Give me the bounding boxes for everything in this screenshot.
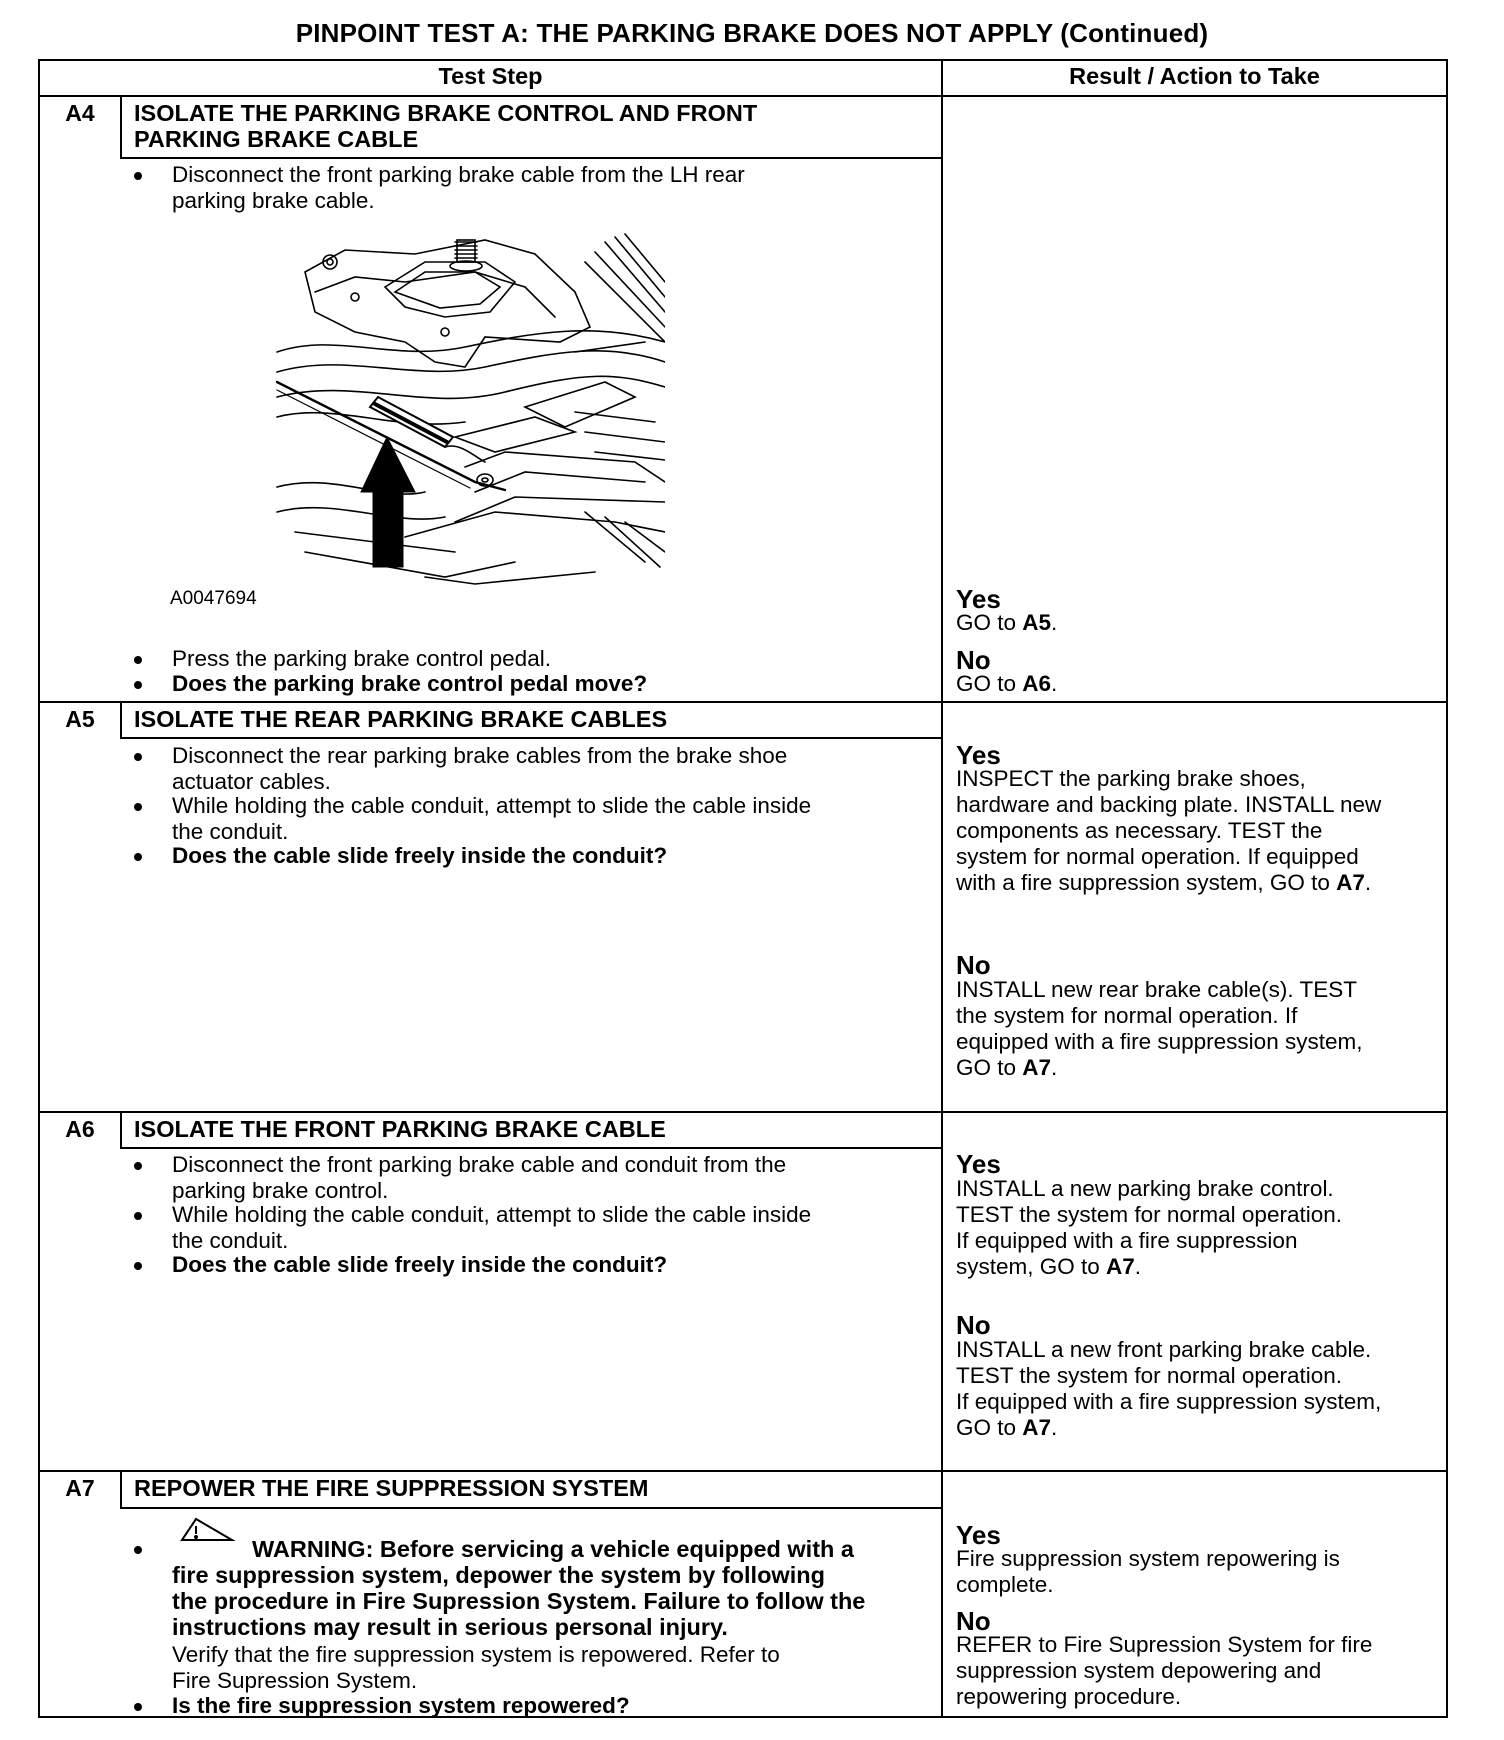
bullet xyxy=(134,803,142,811)
a6-yes-action: INSTALL a new parking brake control. TEST the system for normal operation. If equipped with a fire suppression system, GO to A7. xyxy=(956,1176,1342,1279)
step-code-a5: A5 xyxy=(65,706,95,732)
parking-brake-cable-illustration xyxy=(275,232,665,612)
a7-question: Is the fire suppression system repowered? xyxy=(172,1693,630,1718)
a6-question: Does the cable slide freely inside the conduit? xyxy=(172,1252,668,1277)
step-code-a4: A4 xyxy=(65,100,95,126)
step-code-a6: A6 xyxy=(65,1116,95,1142)
a5-no-label: No xyxy=(956,950,991,980)
goto-link-a6[interactable]: A6 xyxy=(1022,671,1052,696)
a5-question: Does the cable slide freely inside the conduit? xyxy=(172,843,668,868)
step-heading-a4: ISOLATE THE PARKING BRAKE CONTROL AND FRONT PARKING BRAKE CABLE xyxy=(134,100,758,152)
bullet xyxy=(134,1162,142,1170)
bullet xyxy=(134,1703,142,1711)
table-right-border xyxy=(1446,59,1448,1718)
a7-yes-action: Fire suppression system repowering is complete. xyxy=(956,1546,1340,1597)
bullet xyxy=(134,853,142,861)
goto-link-a5[interactable]: A5 xyxy=(1022,610,1052,635)
a4-heading-divider xyxy=(120,157,942,159)
goto-link-a7[interactable]: A7 xyxy=(1336,870,1365,895)
step-heading-a5: ISOLATE THE REAR PARKING BRAKE CABLES xyxy=(134,706,668,732)
column-header-test-step: Test Step xyxy=(438,63,543,89)
a4-question: Does the parking brake control pedal move? xyxy=(172,671,648,696)
step-code-a7: A7 xyxy=(65,1475,95,1501)
code-divider-a7 xyxy=(120,1470,122,1509)
a6-heading-divider xyxy=(120,1147,942,1149)
bullet xyxy=(134,753,142,761)
a6-no-action: INSTALL a new front parking brake cable. TEST the system for normal operation. If equipped with a fire suppression system, GO to A7. xyxy=(956,1337,1382,1440)
code-divider-a4 xyxy=(120,95,122,159)
a5-heading-divider xyxy=(120,737,942,739)
a5-yes-label: Yes xyxy=(956,740,1001,770)
a5-step-slide: While holding the cable conduit, attempt to slide the cable inside the conduit. xyxy=(172,793,812,844)
table-left-border xyxy=(38,59,40,1718)
a7-no-action: REFER to Fire Supression System for fire suppression system depowering and repowering procedure. xyxy=(956,1632,1373,1709)
code-divider-a6 xyxy=(120,1111,122,1149)
bullet xyxy=(134,172,142,180)
header-bottom-border xyxy=(38,95,1448,97)
step-heading-a7: REPOWER THE FIRE SUPPRESSION SYSTEM xyxy=(134,1475,649,1501)
a4-no-label: No xyxy=(956,645,991,675)
page-title: PINPOINT TEST A: THE PARKING BRAKE DOES NOT APPLY (Continued) xyxy=(295,18,1209,48)
goto-link-a7[interactable]: A7 xyxy=(1022,1415,1052,1440)
a7-verify: Verify that the fire suppression system is repowered. Refer to Fire Supression System. xyxy=(172,1642,780,1693)
a4-step-press-pedal: Press the parking brake control pedal. xyxy=(172,646,551,671)
a7-warning: WARNING: Before servicing a vehicle equipped with a fire suppression system, depower the system by following the procedure in Fire Supression System. Failure to follow the instructions may result in serious personal injury. xyxy=(172,1536,866,1640)
step-heading-a6: ISOLATE THE FRONT PARKING BRAKE CABLE xyxy=(134,1116,666,1142)
a4-no-action: GO to A6. xyxy=(956,671,1058,696)
column-header-result: Result / Action to Take xyxy=(1069,63,1320,89)
a4-yes-label: Yes xyxy=(956,584,1001,614)
a4-yes-action: GO to A5. xyxy=(956,610,1058,635)
bullet xyxy=(134,1212,142,1220)
row-divider-a7 xyxy=(38,1470,1448,1472)
row-divider-a6 xyxy=(38,1111,1448,1113)
column-divider xyxy=(941,59,943,1718)
table-top-border xyxy=(38,59,1448,61)
a5-no-action: INSTALL new rear brake cable(s). TEST the system for normal operation. If equipped with a fire suppression system, GO to A7. xyxy=(956,977,1363,1080)
code-divider-a5 xyxy=(120,701,122,739)
goto-link-a7[interactable]: A7 xyxy=(1022,1055,1052,1080)
goto-link-a7[interactable]: A7 xyxy=(1106,1254,1135,1279)
bullet xyxy=(134,656,142,664)
a7-heading-divider xyxy=(120,1507,942,1509)
a6-yes-label: Yes xyxy=(956,1149,1001,1179)
a7-yes-label: Yes xyxy=(956,1520,1001,1550)
a7-no-label: No xyxy=(956,1606,991,1636)
a4-step-disconnect: Disconnect the front parking brake cable from the LH rear parking brake cable. xyxy=(172,162,745,213)
figure-id: A0047694 xyxy=(170,588,257,609)
a6-no-label: No xyxy=(956,1310,991,1340)
bullet xyxy=(134,1546,142,1554)
a5-step-disconnect: Disconnect the rear parking brake cables from the brake shoe actuator cables. xyxy=(172,743,788,794)
bullet xyxy=(134,681,142,689)
row-divider-a5 xyxy=(38,701,1448,703)
a6-step-slide: While holding the cable conduit, attempt to slide the cable inside the conduit. xyxy=(172,1202,812,1253)
a6-step-disconnect: Disconnect the front parking brake cable and conduit from the parking brake control. xyxy=(172,1152,787,1203)
a5-yes-action: INSPECT the parking brake shoes, hardware and backing plate. INSTALL new components as necessary. TEST the system for normal operation. If equipped with a fire suppression system, GO to A7. xyxy=(956,766,1382,895)
bullet xyxy=(134,1262,142,1270)
